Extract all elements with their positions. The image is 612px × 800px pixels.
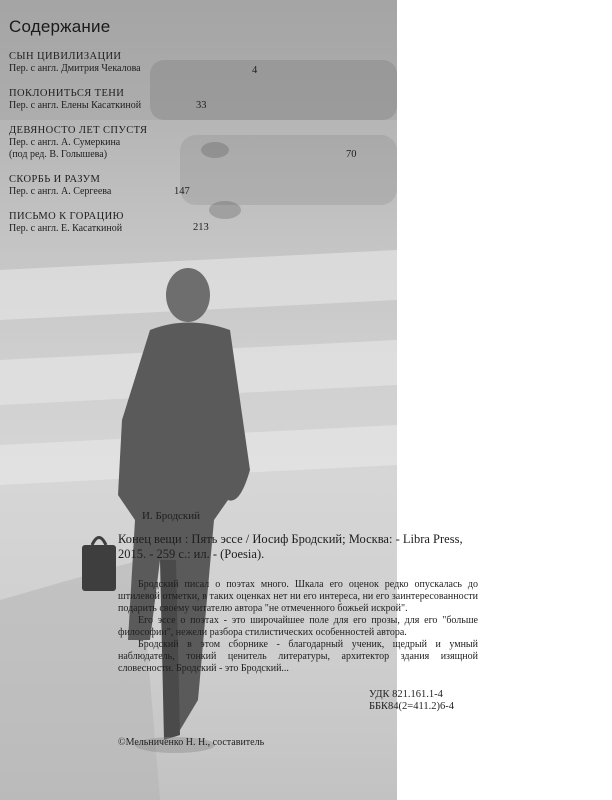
photo-caption: И. Бродский (142, 510, 201, 522)
toc-page-number: 33 (196, 100, 207, 111)
toc-page-number: 147 (174, 186, 190, 197)
toc-entry[interactable] (9, 125, 369, 161)
toc-translator: Пер. с англ. А. Сергеева (9, 186, 112, 197)
toc-page-number: 4 (252, 65, 258, 76)
bbk-code: ББК84(2=411.2)6-4 (369, 701, 454, 712)
toc-heading: СЫН ЦИВИЛИЗАЦИИ (9, 51, 122, 62)
toc-translator: Пер. с англ. Елены Касаткиной (9, 100, 142, 111)
bibliographic-description: Конец вещи : Пять эссе / Иосиф Бродский; Москва: - Libra Press, 2015. - 259 с.: ил. - (Poesia). (118, 532, 463, 561)
toc-heading: ДЕВЯНОСТО ЛЕТ СПУСТЯ (9, 125, 148, 136)
toc-translator: Пер. с англ. А. Сумеркина (9, 137, 121, 148)
toc-translator: Пер. с англ. Дмитрия Чекалова (9, 63, 141, 74)
annotation-paragraph: Бродский писал о поэтах много. Шкала его оценок редко опускалась до штилевой отметки, в таких оценках нет ни его интереса, ни его заинтересованности подарить своему читателю автора "не отмеченного божьей искрой". (118, 579, 478, 614)
page-margin (397, 0, 612, 800)
toc-entry[interactable] (9, 51, 369, 75)
udk-code: УДК 821.161.1-4 (369, 689, 443, 700)
toc-translator: Пер. с англ. Е. Касаткиной (9, 223, 123, 234)
toc-heading: СКОРБЬ И РАЗУМ (9, 174, 101, 185)
copyright: ©Мельниченко Н. Н., составитель (118, 737, 265, 748)
toc-heading: ПОКЛОНИТЬСЯ ТЕНИ (9, 88, 125, 99)
toc-entry[interactable] (9, 88, 369, 112)
annotation (118, 579, 478, 675)
toc-editor: (под ред. В. Голышева) (9, 149, 108, 160)
toc-page-number: 70 (346, 149, 357, 160)
classification-codes (369, 689, 454, 713)
toc-title: Содержание (9, 17, 111, 36)
annotation-paragraph: Бродский в этом сборнике - благодарный ученик, щедрый и умный наблюдатель, тонкий ценитель литературы, архитектор здания изящной словесности. Бродский - это Бродский... (118, 639, 478, 674)
annotation-paragraph: Его эссе о поэтах - это широчайшее поле для его прозы, для его "больше философии", нежели разбора стилистических особенностей автора. (118, 615, 478, 638)
toc-page-number: 213 (193, 222, 209, 233)
toc-entry[interactable] (9, 211, 369, 235)
toc-heading: ПИСЬМО К ГОРАЦИЮ (9, 211, 124, 222)
